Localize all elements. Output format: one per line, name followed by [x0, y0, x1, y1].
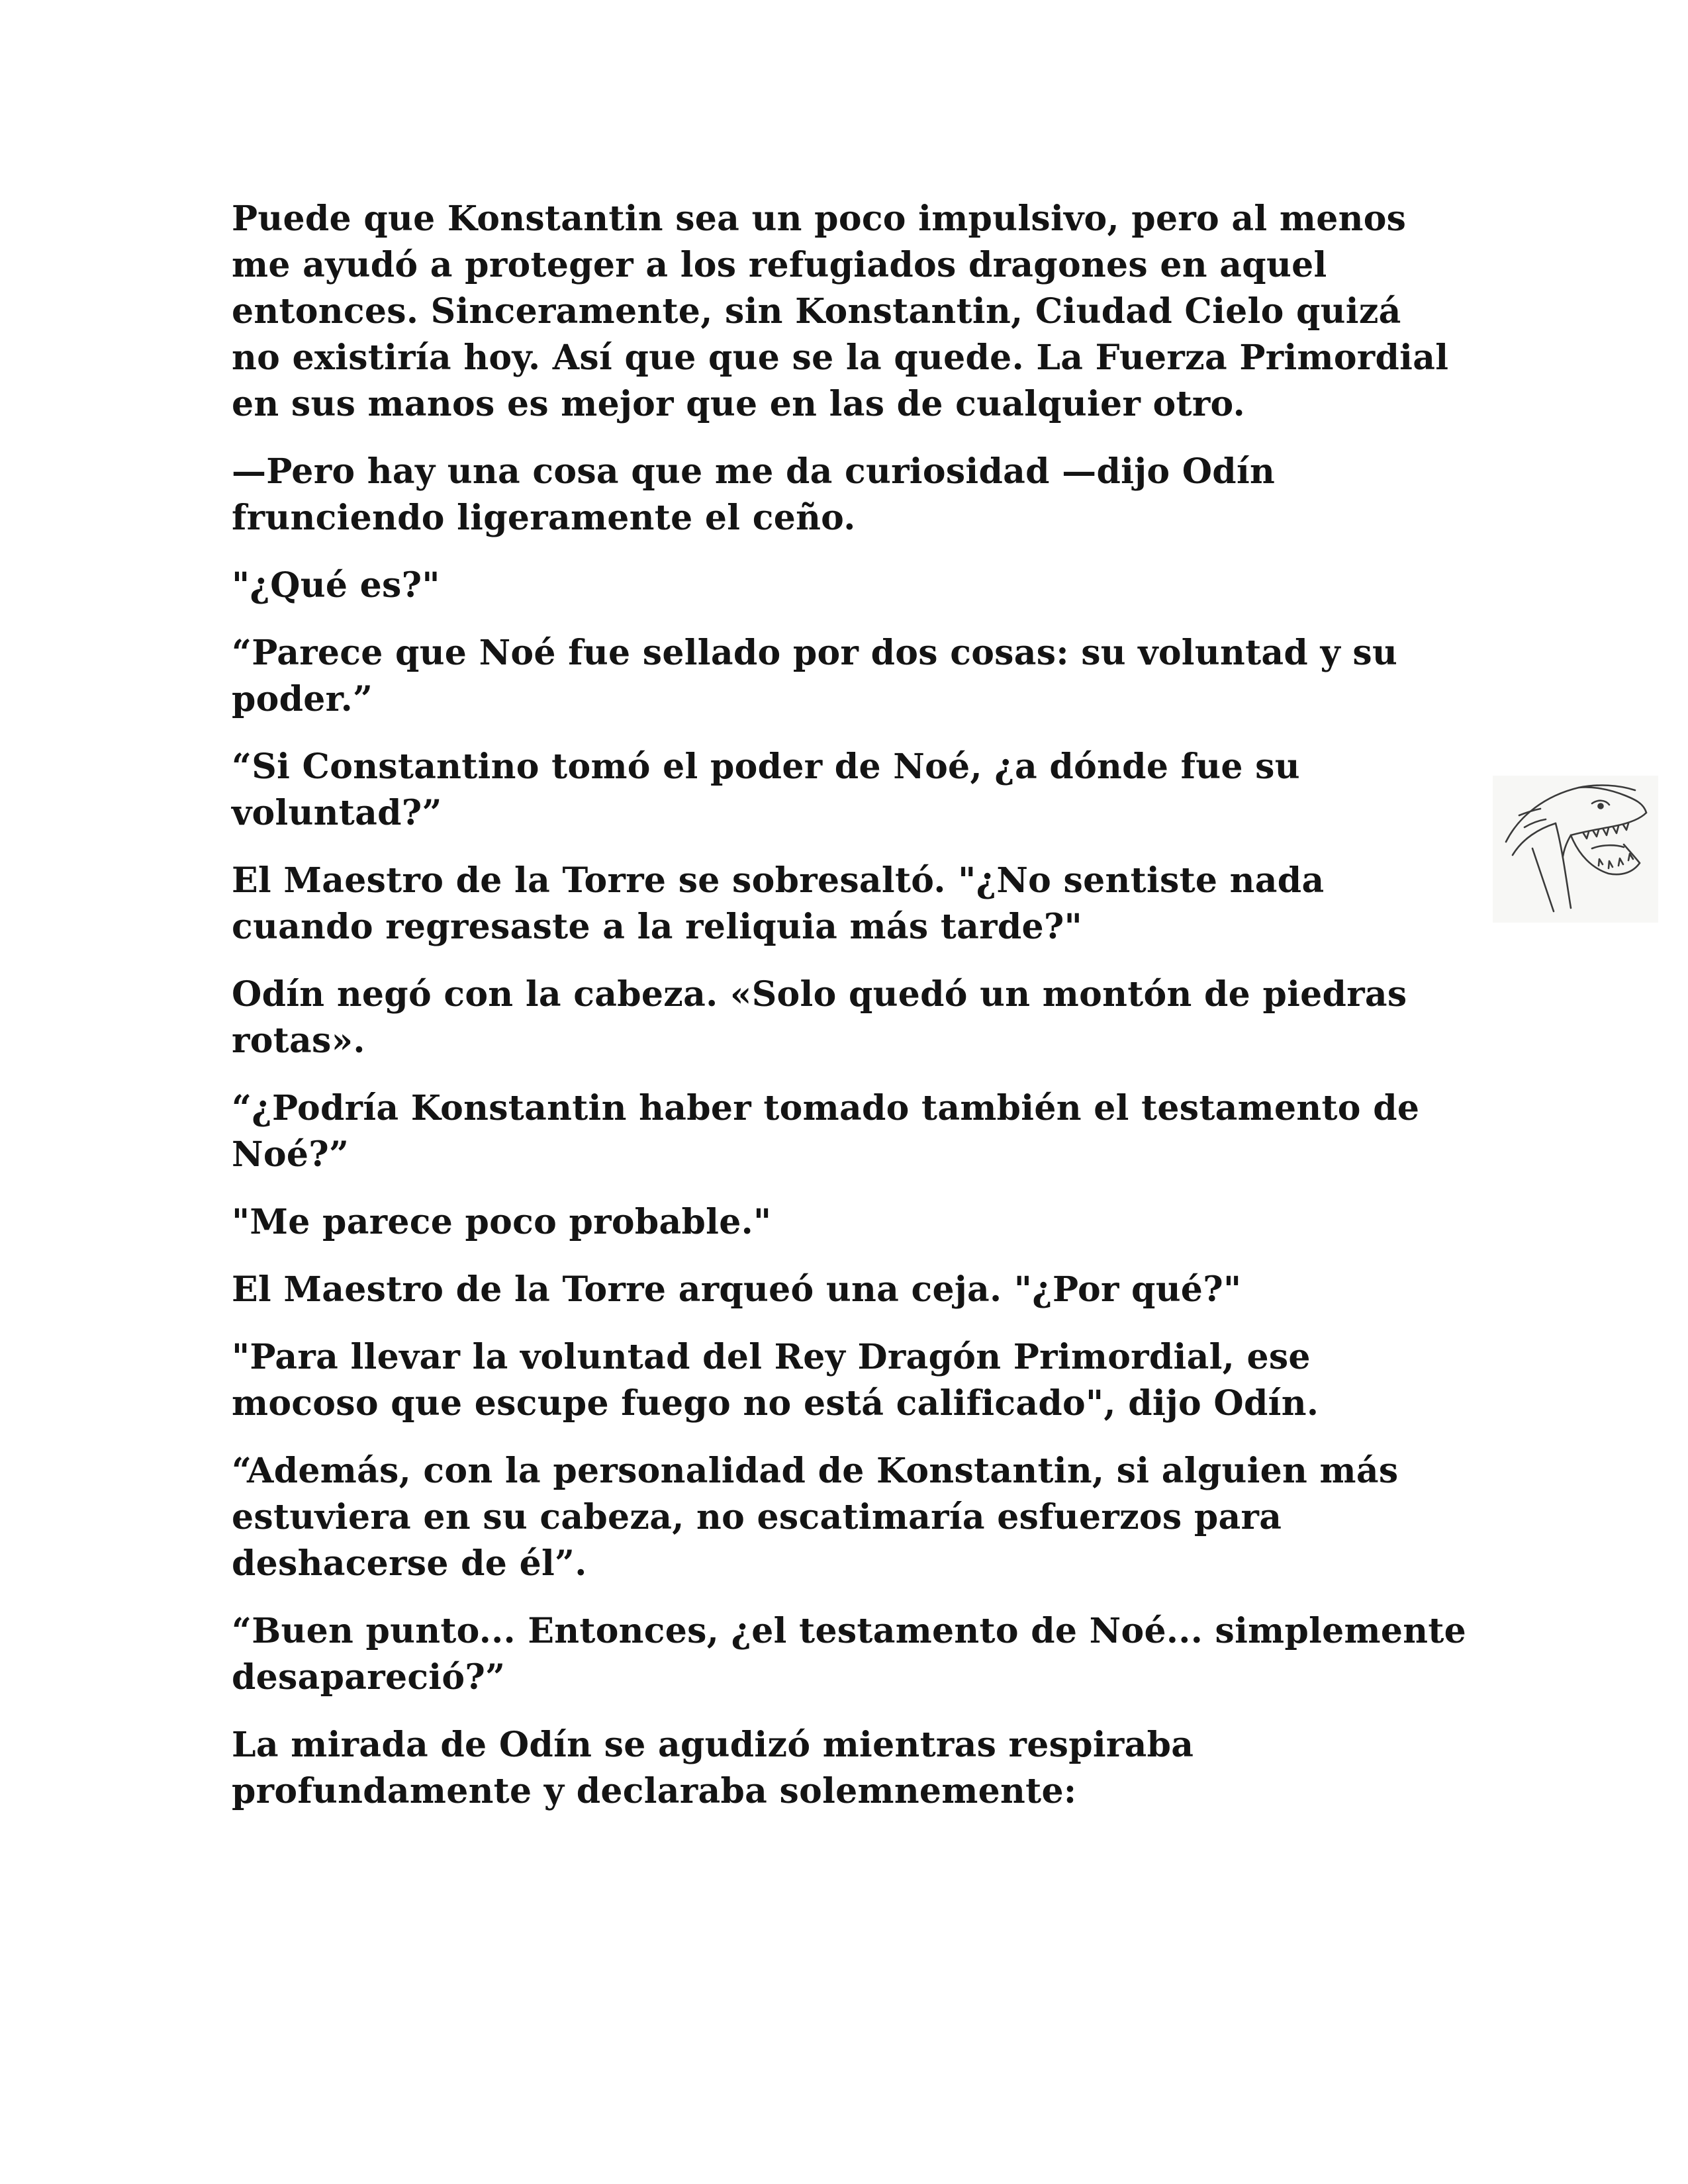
text-line: deshacerse de él”.: [232, 1543, 587, 1584]
text-line: en sus manos es mejor que en las de cualquier otro.: [232, 384, 1246, 424]
paragraph: [232, 1334, 1476, 1427]
paragraph: [232, 744, 1476, 837]
text-line: entonces. Sinceramente, sin Konstantin, Ciudad Cielo quizá: [232, 291, 1401, 332]
paragraph: [232, 1448, 1476, 1587]
text-line: “Buen punto... Entonces, ¿el testamento de Noé... simplemente: [232, 1611, 1467, 1651]
text-line: estuviera en su cabeza, no escatimaría esfuerzos para: [232, 1497, 1282, 1537]
paragraph: [232, 1722, 1476, 1815]
paragraph: [232, 972, 1476, 1064]
paragraph: [232, 858, 1476, 950]
dinosaur-head-sketch-icon: [1493, 776, 1658, 923]
text-line: "Para llevar la voluntad del Rey Dragón Primordial, ese: [232, 1337, 1311, 1377]
paragraph: [232, 1085, 1476, 1178]
text-line: voluntad?”: [232, 793, 442, 833]
paragraph: [232, 630, 1476, 723]
text-line: cuando regresaste a la reliquia más tarde?": [232, 907, 1083, 947]
text-line: El Maestro de la Torre se sobresaltó. "¿No sentiste nada: [232, 860, 1325, 901]
text-line: rotas».: [232, 1021, 365, 1061]
text-line: "Me parece poco probable.": [232, 1202, 772, 1242]
text-line: —Pero hay una cosa que me da curiosidad —dijo Odín: [232, 451, 1276, 492]
text-line: poder.”: [232, 679, 373, 719]
paragraph: [232, 1267, 1476, 1313]
text-line: no existiría hoy. Así que que se la quede. La Fuerza Primordial: [232, 338, 1449, 378]
text-line: mocoso que escupe fuego no está calificado", dijo Odín.: [232, 1383, 1319, 1424]
text-line: La mirada de Odín se agudizó mientras respiraba: [232, 1725, 1194, 1765]
text-line: “Parece que Noé fue sellado por dos cosas: su voluntad y su: [232, 633, 1398, 673]
paragraph: [232, 1608, 1476, 1701]
body-text: [232, 196, 1476, 1836]
paragraph: [232, 563, 1476, 609]
paragraph: [232, 1199, 1476, 1246]
text-line: "¿Qué es?": [232, 565, 440, 606]
text-line: Noé?”: [232, 1134, 350, 1175]
text-line: “Además, con la personalidad de Konstantin, si alguien más: [232, 1451, 1399, 1491]
text-line: desapareció?”: [232, 1657, 506, 1698]
text-line: “¿Podría Konstantin haber tomado también el testamento de: [232, 1088, 1420, 1128]
paragraph: [232, 449, 1476, 541]
text-line: El Maestro de la Torre arqueó una ceja. "¿Por qué?": [232, 1269, 1242, 1310]
text-line: Puede que Konstantin sea un poco impulsivo, pero al menos: [232, 199, 1407, 239]
text-line: profundamente y declaraba solemnemente:: [232, 1771, 1077, 1811]
paragraph: [232, 196, 1476, 428]
text-line: me ayudó a proteger a los refugiados dragones en aquel: [232, 245, 1327, 285]
text-line: “Si Constantino tomó el poder de Noé, ¿a dónde fue su: [232, 747, 1300, 787]
text-line: frunciendo ligeramente el ceño.: [232, 498, 856, 538]
text-line: Odín negó con la cabeza. «Solo quedó un montón de piedras: [232, 974, 1407, 1015]
